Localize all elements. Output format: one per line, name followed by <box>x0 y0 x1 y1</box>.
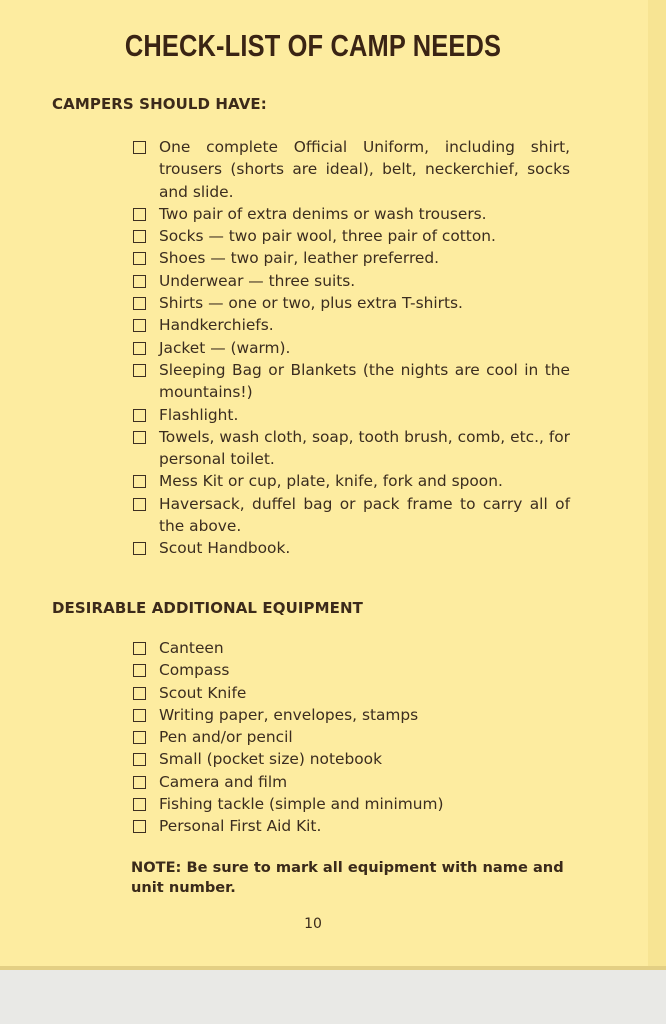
checkbox-icon[interactable] <box>133 731 146 744</box>
checkbox-icon[interactable] <box>133 664 146 677</box>
checklist-item <box>130 793 570 815</box>
checklist-item <box>130 270 570 292</box>
checklist-item-label: Underwear — three suits. <box>159 271 356 290</box>
checklist-item-label: Handkerchiefs. <box>159 316 274 335</box>
checklist-item <box>130 659 570 681</box>
checklist-item-label: Socks — two pair wool, three pair of cotton. <box>159 227 496 246</box>
checklist-item <box>130 637 570 659</box>
checkbox-icon[interactable] <box>133 475 146 488</box>
checklist-item-label: Personal First Aid Kit. <box>159 817 322 836</box>
page-title: CHECK-LIST OF CAMP NEEDS <box>124 28 502 63</box>
checklist-item-label: Sleeping Bag or Blankets (the nights are cool in the mountains!) <box>159 360 570 402</box>
checklist-item <box>130 493 570 538</box>
checklist-item-label: Shoes — two pair, leather preferred. <box>159 249 440 268</box>
checklist-item-label: Pen and/or pencil <box>159 728 293 747</box>
checklist-item-label: One complete Official Uniform, including shirt, trousers (shorts are ideal), belt, neckerchief, socks and slide. <box>159 138 570 201</box>
section-heading-campers-should-have: CAMPERS SHOULD HAVE: <box>52 95 267 113</box>
checklist-item <box>130 537 570 559</box>
checkbox-icon[interactable] <box>133 798 146 811</box>
checkbox-icon[interactable] <box>133 498 146 511</box>
checkbox-icon[interactable] <box>133 252 146 265</box>
checklist-item-label: Shirts — one or two, plus extra T-shirts. <box>159 294 463 313</box>
checklist-item-label: Writing paper, envelopes, stamps <box>159 705 419 724</box>
checklist-item-label: Fishing tackle (simple and minimum) <box>159 795 444 814</box>
checkbox-icon[interactable] <box>133 275 146 288</box>
note-text: NOTE: Be sure to mark all equipment with name and unit number. <box>131 859 564 896</box>
checkbox-icon[interactable] <box>133 431 146 444</box>
checkbox-icon[interactable] <box>133 709 146 722</box>
checklist-item <box>130 682 570 704</box>
checklist-item <box>130 771 570 793</box>
checklist-item-label: Small (pocket size) notebook <box>159 750 382 769</box>
checklist-item <box>130 203 570 225</box>
checklist-item-label: Mess Kit or cup, plate, knife, fork and spoon. <box>159 472 503 491</box>
checkbox-icon[interactable] <box>133 297 146 310</box>
checkbox-icon[interactable] <box>133 753 146 766</box>
checkbox-icon[interactable] <box>133 141 146 154</box>
campers-should-have-list <box>130 136 570 560</box>
checklist-item <box>130 314 570 336</box>
checkbox-icon[interactable] <box>133 776 146 789</box>
checklist-item-label: Jacket — (warm). <box>159 338 291 357</box>
checklist-item-label: Haversack, duffel bag or pack frame to carry all of the above. <box>159 494 570 536</box>
checklist-item <box>130 704 570 726</box>
checklist-item <box>130 426 570 471</box>
checklist-item-label: Flashlight. <box>159 405 239 424</box>
checklist-item-label: Scout Handbook. <box>159 539 291 558</box>
checklist-item-label: Scout Knife <box>159 683 247 702</box>
checklist-item <box>130 748 570 770</box>
checkbox-icon[interactable] <box>133 364 146 377</box>
checklist-item <box>130 292 570 314</box>
checkbox-icon[interactable] <box>133 687 146 700</box>
checkbox-icon[interactable] <box>133 342 146 355</box>
checklist-item-label: Two pair of extra denims or wash trousers. <box>159 204 487 223</box>
checklist-item <box>130 247 570 269</box>
checkbox-icon[interactable] <box>133 642 146 655</box>
checklist-item <box>130 815 570 837</box>
checkbox-icon[interactable] <box>133 208 146 221</box>
checkbox-icon[interactable] <box>133 409 146 422</box>
checklist-item <box>130 136 570 203</box>
checklist-item <box>130 359 570 404</box>
checkbox-icon[interactable] <box>133 319 146 332</box>
checklist-item <box>130 225 570 247</box>
checklist-item <box>130 470 570 492</box>
checklist-item-label: Camera and film <box>159 772 288 791</box>
checklist-item-label: Compass <box>159 661 230 680</box>
checklist-item-label: Canteen <box>159 639 224 657</box>
checklist-item <box>130 404 570 426</box>
checkbox-icon[interactable] <box>133 542 146 555</box>
checklist-item <box>130 726 570 748</box>
page-number: 10 <box>304 916 322 932</box>
desirable-equipment-list <box>130 637 570 838</box>
section-heading-desirable-additional-equipment: DESIRABLE ADDITIONAL EQUIPMENT <box>52 599 364 617</box>
checkbox-icon[interactable] <box>133 230 146 243</box>
checklist-item <box>130 337 570 359</box>
checkbox-icon[interactable] <box>133 820 146 833</box>
checklist-item-label: Towels, wash cloth, soap, tooth brush, comb, etc., for personal toilet. <box>159 427 570 469</box>
